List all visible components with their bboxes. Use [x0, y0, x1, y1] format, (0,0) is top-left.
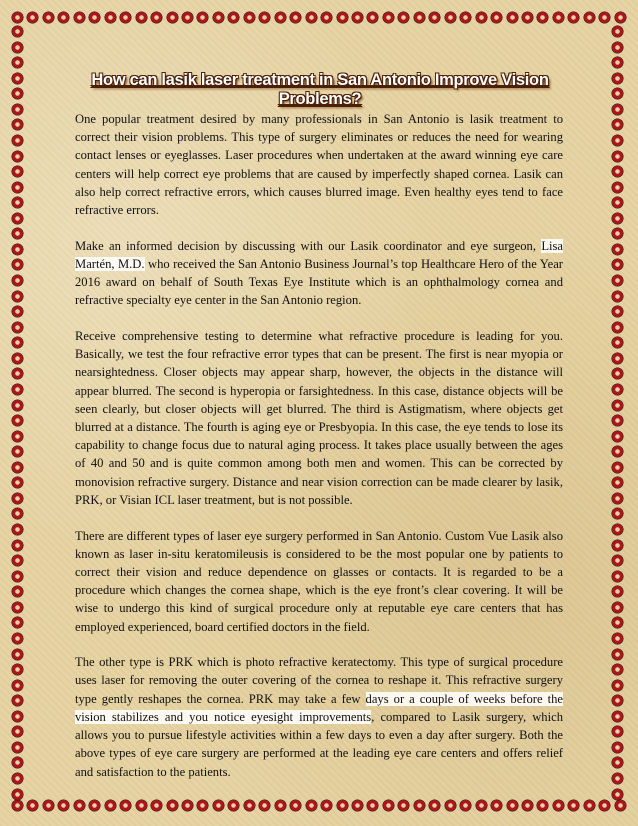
ring-ornament-icon	[612, 322, 623, 333]
ring-ornament-icon	[12, 368, 23, 379]
ring-ornament-icon	[167, 12, 178, 23]
ring-ornament-icon	[12, 197, 23, 208]
ring-ornament-icon	[612, 726, 623, 737]
ring-ornament-icon	[367, 800, 378, 811]
ring-ornament-icon	[12, 664, 23, 675]
ring-ornament-icon	[612, 400, 623, 411]
ring-ornament-icon	[12, 384, 23, 395]
ring-ornament-icon	[12, 88, 23, 99]
ring-ornament-icon	[612, 462, 623, 473]
ring-ornament-icon	[612, 384, 623, 395]
decorative-border-right	[612, 26, 626, 800]
recovery-link[interactable]: days or a couple of weeks before the vision stabilizes and you notice eyesight improvements	[75, 691, 563, 724]
ring-ornament-icon	[476, 12, 487, 23]
ring-ornament-icon	[612, 244, 623, 255]
ring-ornament-icon	[445, 800, 456, 811]
ring-ornament-icon	[584, 12, 595, 23]
page-title: How can lasik laser treatment in San Antonio Improve Vision Problems?	[91, 71, 549, 108]
ring-ornament-icon	[12, 415, 23, 426]
ring-ornament-icon	[244, 12, 255, 23]
ring-ornament-icon	[612, 151, 623, 162]
ring-ornament-icon	[612, 213, 623, 224]
ring-ornament-icon	[568, 800, 579, 811]
ring-ornament-icon	[612, 695, 623, 706]
ring-ornament-icon	[522, 800, 533, 811]
ring-ornament-icon	[151, 800, 162, 811]
ring-ornament-icon	[321, 12, 332, 23]
ring-ornament-icon	[612, 259, 623, 270]
ring-ornament-icon	[414, 12, 425, 23]
ring-ornament-icon	[553, 12, 564, 23]
ring-ornament-icon	[306, 800, 317, 811]
ring-ornament-icon	[612, 275, 623, 286]
ring-ornament-icon	[612, 757, 623, 768]
ring-ornament-icon	[615, 800, 626, 811]
ring-ornament-icon	[612, 586, 623, 597]
paragraph-lasik-types: There are different types of laser eye surgery performed in San Antonio. Custom Vue Lasik also known as laser in-situ keratomileusis is considered to be the most popular one by patients to correct their vision and reduce dependence on glasses or contacts. It is regarded to be a procedure which changes the cornea shape, which is the eye front’s clear covering. It will be wise to undergo this kind of surgical procedure only at reputable eye care centers that has employed experienced, board certified doctors in the field.	[75, 528, 563, 634]
ring-ornament-icon	[12, 73, 23, 84]
ring-ornament-icon	[290, 12, 301, 23]
ring-ornament-icon	[12, 166, 23, 177]
ring-ornament-icon	[12, 291, 23, 302]
ring-ornament-icon	[612, 773, 623, 784]
ring-ornament-icon	[136, 800, 147, 811]
ring-ornament-icon	[12, 42, 23, 53]
ring-ornament-icon	[12, 259, 23, 270]
ring-ornament-icon	[612, 353, 623, 364]
ring-ornament-icon	[507, 800, 518, 811]
ring-ornament-icon	[612, 789, 623, 800]
ring-ornament-icon	[12, 275, 23, 286]
ring-ornament-icon	[58, 12, 69, 23]
ring-ornament-icon	[612, 368, 623, 379]
ring-ornament-icon	[12, 104, 23, 115]
ring-ornament-icon	[612, 42, 623, 53]
paragraph-text: who received the San Antonio Business Journal’s top Healthcare Hero of the Year 2016 award on behalf of South Texas Eye Institute which is an ophthalmology cornea and refractive specialty eye center in the San Antonio region.	[75, 256, 563, 308]
paragraph-text: The other type is PRK which is photo refractive keratectomy. This type of surgical procedure uses laser for removing the outer covering of the cornea to reshape it. This refractive surgery type gently reshapes the cornea. PRK may take a few	[75, 655, 563, 706]
ring-ornament-icon	[12, 773, 23, 784]
ring-ornament-icon	[367, 12, 378, 23]
ring-ornament-icon	[612, 73, 623, 84]
ring-ornament-icon	[12, 306, 23, 317]
ring-ornament-icon	[537, 800, 548, 811]
ring-ornament-icon	[612, 291, 623, 302]
ring-ornament-icon	[612, 540, 623, 551]
ring-ornament-icon	[612, 680, 623, 691]
ring-ornament-icon	[612, 571, 623, 582]
ring-ornament-icon	[612, 26, 623, 37]
ring-ornament-icon	[612, 508, 623, 519]
ring-ornament-icon	[12, 571, 23, 582]
ring-ornament-icon	[612, 477, 623, 488]
ring-ornament-icon	[43, 800, 54, 811]
ring-ornament-icon	[74, 800, 85, 811]
ring-ornament-icon	[12, 228, 23, 239]
ring-ornament-icon	[197, 800, 208, 811]
ring-ornament-icon	[522, 12, 533, 23]
paragraph-text: , compared to Lasik surgery, which allows you to pursue lifestyle activities within a few days to even a day after surgery. Both the above types of eye care surgery are performed at the leading eye care centers and offers relief and satisfaction to the patients.	[75, 709, 563, 779]
surgeon-link[interactable]: Lisa Martén, M.D.	[75, 238, 563, 271]
ring-ornament-icon	[507, 12, 518, 23]
ring-ornament-icon	[12, 431, 23, 442]
ring-ornament-icon	[599, 12, 610, 23]
ring-ornament-icon	[12, 586, 23, 597]
ring-ornament-icon	[12, 726, 23, 737]
ring-ornament-icon	[228, 12, 239, 23]
ring-ornament-icon	[12, 213, 23, 224]
decorative-border-left	[12, 26, 26, 800]
ring-ornament-icon	[12, 477, 23, 488]
ring-ornament-icon	[89, 800, 100, 811]
ring-ornament-icon	[27, 800, 38, 811]
ring-ornament-icon	[182, 12, 193, 23]
ring-ornament-icon	[12, 649, 23, 660]
ring-ornament-icon	[352, 12, 363, 23]
ring-ornament-icon	[491, 12, 502, 23]
ring-ornament-icon	[12, 680, 23, 691]
ring-ornament-icon	[27, 12, 38, 23]
ring-ornament-icon	[12, 540, 23, 551]
ring-ornament-icon	[290, 800, 301, 811]
ring-ornament-icon	[321, 800, 332, 811]
ring-ornament-icon	[337, 800, 348, 811]
ring-ornament-icon	[244, 800, 255, 811]
ring-ornament-icon	[12, 182, 23, 193]
ring-ornament-icon	[383, 12, 394, 23]
ring-ornament-icon	[414, 800, 425, 811]
ring-ornament-icon	[612, 555, 623, 566]
ring-ornament-icon	[584, 800, 595, 811]
ring-ornament-icon	[43, 12, 54, 23]
decorative-border-top	[12, 12, 626, 26]
ring-ornament-icon	[398, 12, 409, 23]
ring-ornament-icon	[491, 800, 502, 811]
ring-ornament-icon	[612, 119, 623, 130]
ring-ornament-icon	[612, 617, 623, 628]
ring-ornament-icon	[445, 12, 456, 23]
ring-ornament-icon	[12, 26, 23, 37]
ring-ornament-icon	[12, 135, 23, 146]
ring-ornament-icon	[383, 800, 394, 811]
ring-ornament-icon	[275, 800, 286, 811]
ring-ornament-icon	[612, 135, 623, 146]
ring-ornament-icon	[460, 800, 471, 811]
ring-ornament-icon	[306, 12, 317, 23]
ring-ornament-icon	[105, 800, 116, 811]
ring-ornament-icon	[12, 493, 23, 504]
ring-ornament-icon	[12, 800, 23, 811]
ring-ornament-icon	[615, 12, 626, 23]
ring-ornament-icon	[74, 12, 85, 23]
ring-ornament-icon	[612, 104, 623, 115]
paragraph-intro: One popular treatment desired by many professionals in San Antonio is lasik treatment to correct their vision problems. This type of surgery eliminates or reduces the need for wearing contact lenses or eyeglasses. Laser procedures when undertaken at the award winning eye care centers will help correct eye problems that are caused by imperfectly shaped cornea. Lasik can also help correct refractive errors, which causes blurred image. Even healthy eyes tend to face refractive errors.	[75, 112, 563, 218]
ring-ornament-icon	[568, 12, 579, 23]
ring-ornament-icon	[612, 197, 623, 208]
ring-ornament-icon	[12, 322, 23, 333]
ring-ornament-icon	[12, 555, 23, 566]
ring-ornament-icon	[120, 12, 131, 23]
paragraph-text: Make an informed decision by discussing with our Lasik coordinator and eye surgeon,	[75, 238, 542, 253]
ring-ornament-icon	[429, 800, 440, 811]
ring-ornament-icon	[612, 493, 623, 504]
ring-ornament-icon	[12, 353, 23, 364]
ring-ornament-icon	[12, 400, 23, 411]
ring-ornament-icon	[12, 711, 23, 722]
ring-ornament-icon	[599, 800, 610, 811]
ring-ornament-icon	[612, 431, 623, 442]
ring-ornament-icon	[12, 119, 23, 130]
ring-ornament-icon	[612, 524, 623, 535]
ring-ornament-icon	[151, 12, 162, 23]
ring-ornament-icon	[136, 12, 147, 23]
ring-ornament-icon	[12, 695, 23, 706]
ring-ornament-icon	[612, 649, 623, 660]
ring-ornament-icon	[182, 800, 193, 811]
ring-ornament-icon	[228, 800, 239, 811]
ring-ornament-icon	[12, 602, 23, 613]
ring-ornament-icon	[12, 757, 23, 768]
ring-ornament-icon	[612, 306, 623, 317]
ring-ornament-icon	[12, 337, 23, 348]
ring-ornament-icon	[12, 508, 23, 519]
paragraph-surgeon	[75, 237, 563, 310]
ring-ornament-icon	[429, 12, 440, 23]
ring-ornament-icon	[120, 800, 131, 811]
ring-ornament-icon	[213, 800, 224, 811]
ring-ornament-icon	[12, 151, 23, 162]
ring-ornament-icon	[337, 12, 348, 23]
paragraph-refractive-errors: Receive comprehensive testing to determine what refractive procedure is leading for you. Basically, we test the four refractive error types that can be present. The first is near myopia or nearsightedness. Closer objects may appear sharp, however, the objects in the distance will appear blurred. The second is hyperopia or farsightedness. In this case, distance objects will be seen clearly, but closer objects will get blurred. The third is Astigmatism, where objects get blurred at a distance. The fourth is aging eye or Presbyopia. In this case, the eye tends to lose its capability to change focus due to natural aging process. It takes place usually between the ages of 40 and 50 and is quite common among both men and women. This can be corrected by monovision refractive surgery. Distance and near vision correction can be made clearer by lasik, PRK, or Visian ICL laser treatment, but is not possible.	[75, 329, 563, 507]
ring-ornament-icon	[476, 800, 487, 811]
ring-ornament-icon	[89, 12, 100, 23]
ring-ornament-icon	[197, 12, 208, 23]
ring-ornament-icon	[259, 800, 270, 811]
ring-ornament-icon	[460, 12, 471, 23]
ring-ornament-icon	[12, 633, 23, 644]
ring-ornament-icon	[612, 415, 623, 426]
ring-ornament-icon	[612, 446, 623, 457]
ring-ornament-icon	[105, 12, 116, 23]
ring-ornament-icon	[612, 182, 623, 193]
ring-ornament-icon	[12, 12, 23, 23]
ring-ornament-icon	[612, 57, 623, 68]
ring-ornament-icon	[12, 742, 23, 753]
ring-ornament-icon	[12, 789, 23, 800]
ring-ornament-icon	[12, 617, 23, 628]
ring-ornament-icon	[612, 88, 623, 99]
ring-ornament-icon	[612, 602, 623, 613]
decorative-border-bottom	[12, 800, 626, 814]
ring-ornament-icon	[213, 12, 224, 23]
article-body	[75, 110, 563, 798]
ring-ornament-icon	[398, 800, 409, 811]
ring-ornament-icon	[553, 800, 564, 811]
ring-ornament-icon	[612, 664, 623, 675]
ring-ornament-icon	[612, 337, 623, 348]
ring-ornament-icon	[58, 800, 69, 811]
ring-ornament-icon	[12, 57, 23, 68]
ring-ornament-icon	[12, 462, 23, 473]
ring-ornament-icon	[537, 12, 548, 23]
ring-ornament-icon	[12, 244, 23, 255]
ring-ornament-icon	[275, 12, 286, 23]
ring-ornament-icon	[12, 524, 23, 535]
ring-ornament-icon	[612, 166, 623, 177]
ring-ornament-icon	[352, 800, 363, 811]
ring-ornament-icon	[612, 711, 623, 722]
ring-ornament-icon	[167, 800, 178, 811]
paragraph-prk	[75, 653, 563, 780]
ring-ornament-icon	[12, 446, 23, 457]
ring-ornament-icon	[259, 12, 270, 23]
ring-ornament-icon	[612, 228, 623, 239]
ring-ornament-icon	[612, 742, 623, 753]
ring-ornament-icon	[612, 633, 623, 644]
